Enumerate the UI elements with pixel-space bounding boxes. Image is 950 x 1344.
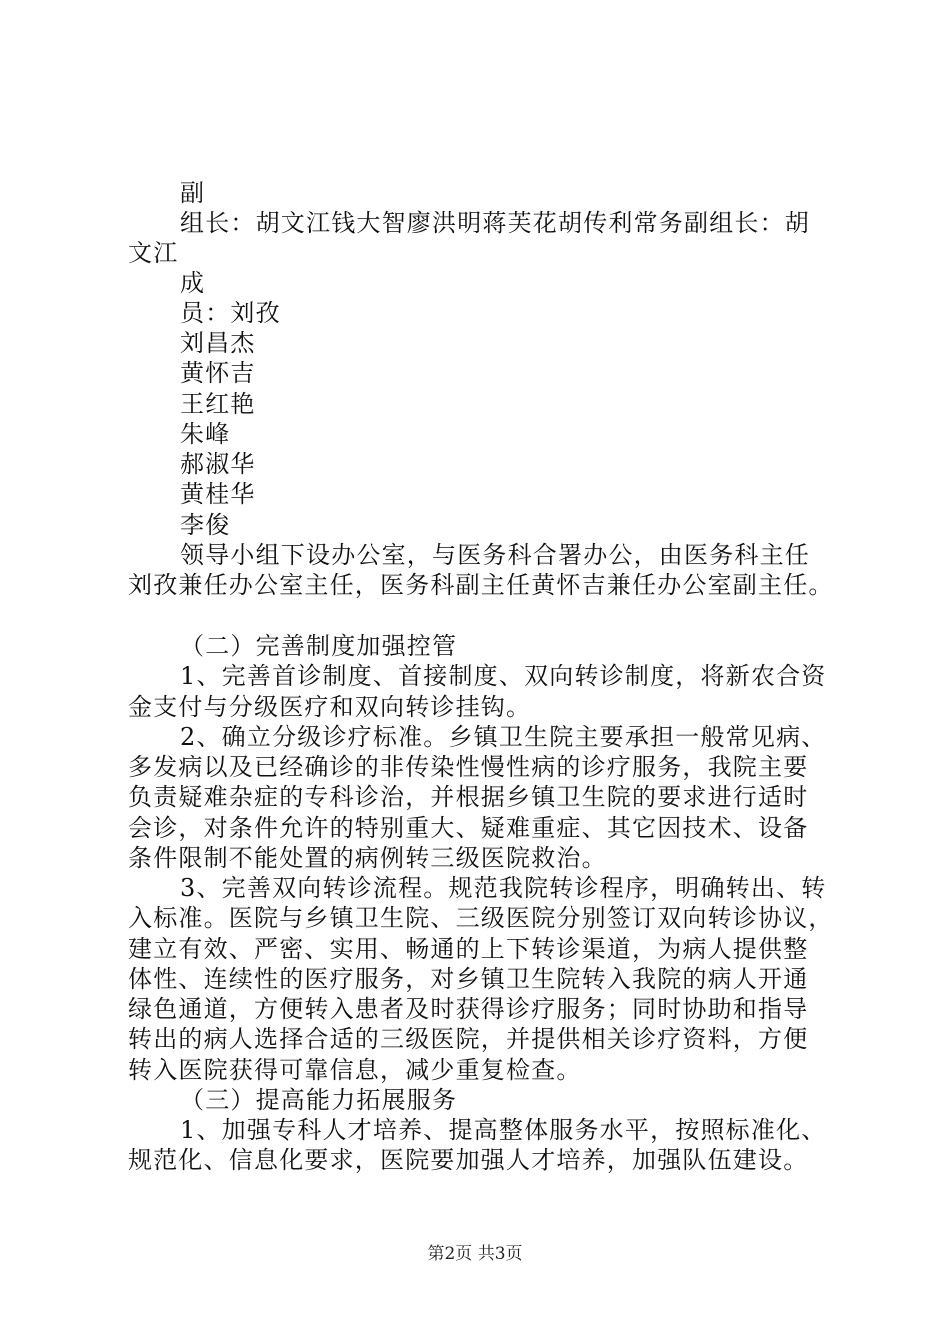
text-line: 黄桂华 <box>180 480 256 508</box>
paragraph-line: 领导小组下设办公室，与医务科合署办公，由医务科主任 <box>180 541 810 569</box>
text-line: 李俊 <box>180 511 231 539</box>
paragraph-line: 转出的病人选择合适的三级医院，并提供相关诊疗资料，方便 <box>128 1025 809 1053</box>
text-line: 成 <box>180 269 206 297</box>
text-line: 组长：胡文江钱大智廖洪明蒋芙花胡传利常务副组长：胡 <box>180 209 810 237</box>
paragraph-line: 条件限制不能处置的病例转三级医院救治。 <box>128 844 607 872</box>
text-line: 王红艳 <box>180 390 256 418</box>
paragraph-line: 刘孜兼任办公室主任，医务科副主任黄怀吉兼任办公室副主任。 <box>128 571 834 599</box>
paragraph-line: 会诊，对条件允许的特别重大、疑难重症、其它因技术、设备 <box>128 814 809 842</box>
text-line: 朱峰 <box>180 420 231 448</box>
paragraph-line: 入标准。医院与乡镇卫生院、三级医院分别签订双向转诊协议， <box>128 904 834 932</box>
page-footer: 第2页 共3页 <box>427 1244 523 1264</box>
text-line: 刘昌杰 <box>180 329 256 357</box>
paragraph-line: 负责疑难杂症的专科诊治，并根据乡镇卫生院的要求进行适时 <box>128 783 809 811</box>
paragraph-line: 体性、连续性的医疗服务，对乡镇卫生院转入我院的病人开通 <box>128 965 809 993</box>
paragraph-line: 规范化、信息化要求，医院要加强人才培养，加强队伍建设。 <box>128 1146 809 1174</box>
section-heading: （三）提高能力拓展服务 <box>180 1086 458 1114</box>
paragraph-line: 建立有效、严密、实用、畅通的上下转诊渠道，为病人提供整 <box>128 935 809 963</box>
section-heading: （二）完善制度加强控管 <box>180 632 458 660</box>
text-line: 副 <box>180 179 206 207</box>
paragraph-line: 转入医院获得可靠信息，减少重复检查。 <box>128 1056 582 1084</box>
text-line: 文江 <box>128 239 179 267</box>
paragraph-line: 1、完善首诊制度、首接制度、双向转诊制度，将新农合资 <box>180 662 827 690</box>
paragraph-line: 3、完善双向转诊流程。规范我院转诊程序，明确转出、转 <box>180 874 827 902</box>
paragraph-line: 1、加强专科人才培养、提高整体服务水平，按照标准化、 <box>180 1116 827 1144</box>
text-line: 员：刘孜 <box>180 299 281 327</box>
paragraph-line: 绿色通道，方便转入患者及时获得诊疗服务；同时协助和指导 <box>128 995 809 1023</box>
text-line: 黄怀吉 <box>180 359 256 387</box>
paragraph-line: 2、确立分级诊疗标准。乡镇卫生院主要承担一般常见病、 <box>180 723 827 751</box>
paragraph-line: 金支付与分级医疗和双向转诊挂钩。 <box>128 693 532 721</box>
text-line: 郝淑华 <box>180 450 256 478</box>
paragraph-line: 多发病以及已经确诊的非传染性慢性病的诊疗服务，我院主要 <box>128 753 809 781</box>
